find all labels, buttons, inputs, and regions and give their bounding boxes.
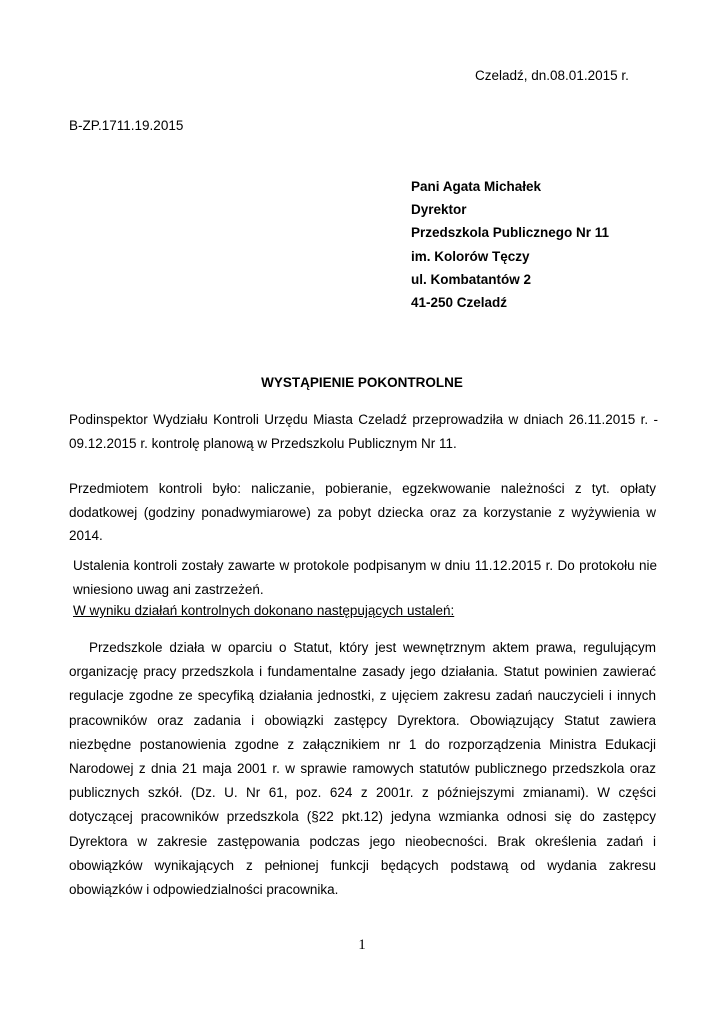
recipient-position: Dyrektor (411, 202, 467, 218)
finding-paragraph (69, 636, 656, 902)
findings-heading: W wyniku działań kontrolnych dokonano następujących ustaleń: (73, 603, 455, 618)
recipient-city: 41-250 Czeladź (411, 295, 508, 311)
protocol-paragraph: Ustalenia kontroli zostały zawarte w protokole podpisanym w dniu 11.12.2015 r. Do protokołu nie wniesiono uwag ani zastrzeżeń. (73, 558, 657, 597)
recipient-address (411, 175, 609, 314)
recipient-street: ul. Kombatantów 2 (411, 271, 532, 287)
page-number: 1 (358, 937, 366, 953)
recipient-patron: im. Kolorów Tęczy (411, 248, 530, 264)
subject-paragraph: Przedmiotem kontroli było: naliczanie, pobieranie, egzekwowanie należności z tyt. opłaty dodatkowej (godziny ponadwymiarowe) za pobyt dziecka oraz za korzystanie z wyżywienia w 2014. (69, 481, 656, 543)
recipient-institution: Przedszkola Publicznego Nr 11 (411, 225, 610, 241)
finding-text: Przedszkole działa w oparciu o Statut, który jest wewnętrznym aktem prawa, regulującym organizację pracy przedszkola i fundamentalne zasady jego działania. Statut powinien zawierać regulacje zgodne ze specyfiką działania jednostki, z ujęciem zakresu zadań nauczycieli i innych pracowników oraz zadania i obowiązki zastępcy Dyrektora. Obowiązujący Statut zawiera niezbędne postanowienia zgodne z załącznikiem nr 1 do rozporządzenia Ministra Edukacji Narodowej z dnia 21 maja 2001 r. w sprawie ramowych statutów publicznego przedszkola oraz publicznych szkół. (Dz. U. Nr 61, poz. 624 z 2001r. z późniejszymi zmianami). W części dotyczącej pracowników przedszkola (§22 pkt.12) jedyna wzmianka odnosi się do zastępcy Dyrektora w zakresie zastępowania podczas jego nieobecności. Brak określenia zadań i obowiązków wynikających z pełnionej funkcji będących podstawą od wydania zakresu obowiązków i odpowiedzialności pracownika. (69, 640, 656, 898)
document-date: Czeladź, dn.08.01.2015 r. (475, 68, 629, 83)
intro-paragraph: Podinspektor Wydziału Kontroli Urzędu Miasta Czeladź przeprowadziła w dniach 26.11.2015 r. - 09.12.2015 r. kontrolę planową w Przedszkolu Publicznym Nr 11. (69, 412, 658, 451)
recipient-name: Pani Agata Michałek (411, 179, 542, 194)
document-heading: WYSTĄPIENIE POKONTROLNE (261, 375, 463, 390)
reference-number: B-ZP.1711.19.2015 (69, 118, 184, 133)
